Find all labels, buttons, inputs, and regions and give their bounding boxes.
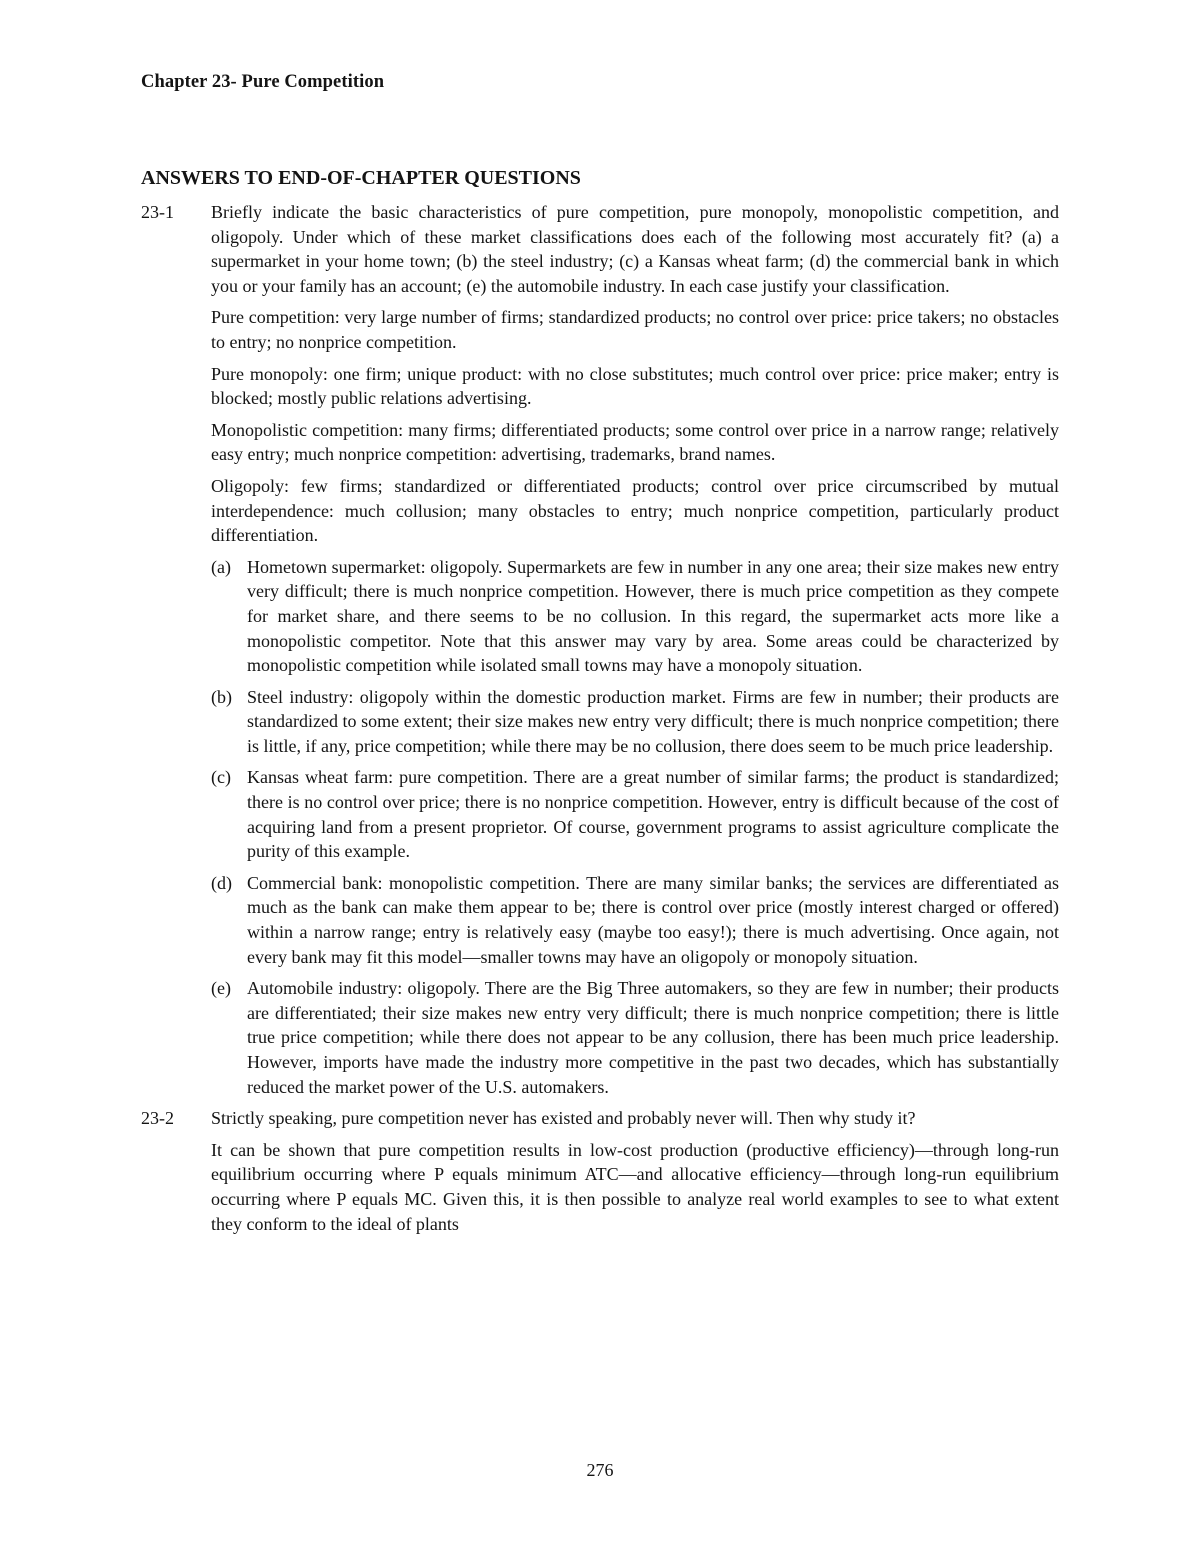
answer-paragraph-oligopoly: Oligopoly: few firms; standardized or differentiated products; control over price circumscribed by mutual interdependence: much collusion; many obstacles to entry; much nonprice competition, particularly product differentiation. — [211, 475, 1059, 546]
question-text: Strictly speaking, pure competition never has existed and probably never will. Then why study it? — [211, 1108, 916, 1129]
chapter-title: Chapter 23- Pure Competition — [141, 72, 385, 92]
question-number: 23-1 — [141, 202, 174, 222]
question-23-2 — [141, 1106, 1059, 1131]
sub-answer-c — [211, 765, 1059, 863]
answers-body — [141, 200, 1059, 1236]
sub-answer-text: Automobile industry: oligopoly. There are the Big Three automakers, so they are few in number; their products are differentiated; their size makes new entry very difficult; there is much nonprice competition; there is little true price competition; while there does not appear to be any collusion, there has been much price leadership. However, imports have made the industry more competitive in the past two decades, which has substantially reduced the market power of the U.S. automakers. — [247, 978, 1059, 1097]
page-number: 276 — [586, 1460, 614, 1480]
sub-answer-text: Commercial bank: monopolistic competition. There are many similar banks; the services are differentiated as much as the bank can make them appear to be; there is control over price (mostly interest charged or offered) within a narrow range; entry is relatively easy (maybe too easy!); there is much advertising. Once again, not every bank may fit this model—smaller towns may have an oligopoly or monopoly situation. — [247, 872, 1059, 967]
answer-paragraph-monopolistic-competition: Monopolistic competition: many firms; differentiated products; some control over price in a narrow range; relatively easy entry; much nonprice competition: advertising, trademarks, brand names. — [211, 419, 1059, 465]
sub-answer-text: Hometown supermarket: oligopoly. Supermarkets are few in number in any one area; their size makes new entry very difficult; there is much nonprice competition. However, there is much price competition as they compete for market share, and there seems to be no collusion. In this regard, the supermarket acts more like a monopolistic competitor. Note that this answer may vary by area. Some areas could be characterized by monopolistic competition while isolated small towns may have a monopoly situation. — [247, 556, 1059, 676]
sub-answer-letter: (d) — [211, 872, 232, 893]
answer-paragraph-why-study: It can be shown that pure competition results in low-cost production (productive efficiency)—through long-run equilibrium occurring where P equals minimum ATC—and allocative efficiency—through long-run equilibrium occurring where P equals MC. Given this, it is then possible to analyze real world examples to see to what extent they conform to the ideal of plants — [211, 1139, 1059, 1234]
sub-answer-letter: (b) — [211, 686, 232, 707]
section-heading: ANSWERS TO END-OF-CHAPTER QUESTIONS — [141, 167, 581, 189]
sub-answer-text: Steel industry: oligopoly within the domestic production market. Firms are few in number; their products are standardized to some extent; their size makes new entry very difficult; there is much nonprice competition; there is little, if any, price competition; while there may be no collusion, there does seem to be much price leadership. — [247, 686, 1059, 756]
question-23-1 — [141, 200, 1059, 298]
sub-answer-letter: (e) — [211, 978, 231, 999]
sub-answer-e — [211, 976, 1059, 1099]
sub-answer-a — [211, 555, 1059, 678]
sub-answer-letter: (a) — [211, 556, 231, 577]
sub-answer-letter: (c) — [211, 767, 231, 788]
sub-answer-b — [211, 685, 1059, 759]
answer-paragraph-pure-competition: Pure competition: very large number of firms; standardized products; no control over price: price takers; no obstacles to entry; no nonprice competition. — [211, 307, 1059, 352]
answer-paragraph-pure-monopoly: Pure monopoly: one firm; unique product: with no close substitutes; much control over price: price maker; entry is blocked; mostly public relations advertising. — [211, 363, 1059, 409]
question-number: 23-2 — [141, 1108, 174, 1129]
sub-answer-d — [211, 871, 1059, 969]
sub-answer-text: Kansas wheat farm: pure competition. There are a great number of similar farms; the product is standardized; there is no control over price; there is no nonprice competition. However, entry is difficult because of the cost of acquiring land from a present proprietor. Of course, government programs to assist agriculture complicate the purity of this example. — [247, 767, 1059, 862]
question-text: Briefly indicate the basic characteristics of pure competition, pure monopoly, monopolistic competition, and oligopoly. Under which of these market classifications does each of the following most accurately fit? (a) a supermarket in your home town; (b) the steel industry; (c) a Kansas wheat farm; (d) the commercial bank in which you or your family has an account; (e) the automobile industry. In each case justify your classification. — [211, 202, 1059, 296]
